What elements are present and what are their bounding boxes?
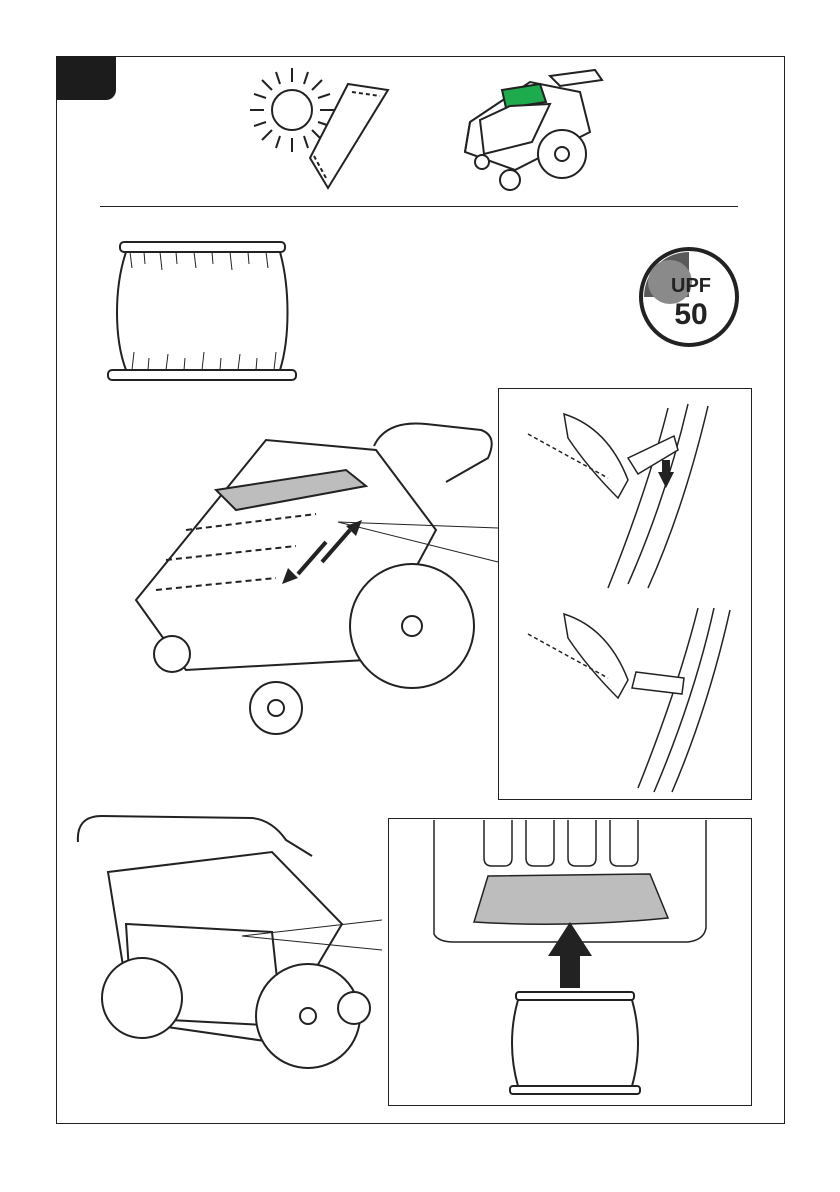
sunshade-icon [310,84,388,188]
stroller-rear-illustration [72,812,382,1082]
sunshade-fabric-illustration [104,238,299,388]
upf-value: 50 [674,298,708,331]
stroller-overview-illustration [440,62,620,197]
sun-and-shade-icon [240,60,400,195]
step-number-tab [56,56,116,100]
section-divider [100,206,738,207]
underside-detail-illustration [388,818,752,1106]
stroller-sunshade-mounting-illustration [126,410,506,740]
upf-badge [636,244,742,350]
upf-label: UPF [671,275,711,297]
clip-detail-illustration [498,388,752,800]
